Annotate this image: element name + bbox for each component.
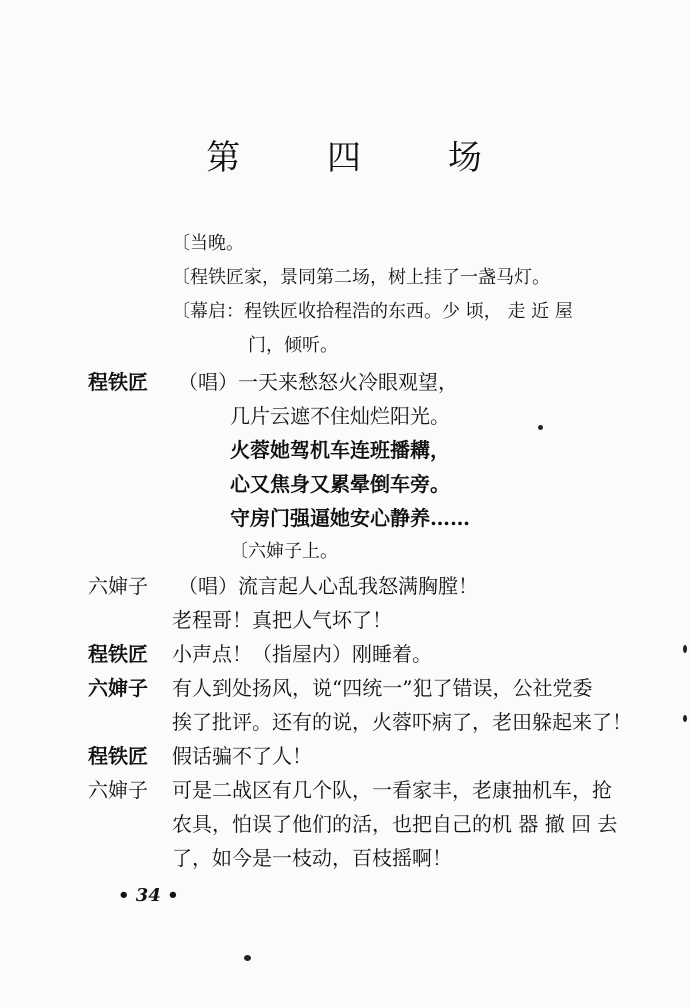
line-2: 几片云遮不住灿烂阳光。 (230, 404, 450, 428)
stage-direction-1: 〔当晚。 (172, 233, 244, 254)
title-char-3: 场 (447, 138, 484, 178)
scan-speck (683, 715, 687, 722)
line-4: 心又焦身又累晕倒车旁。 (230, 472, 450, 496)
speaker-cheng-3: 程铁匠 (88, 744, 148, 768)
line-7: （唱）流言起人心乱我怒满胸膛！ (178, 574, 478, 598)
speaker-liu-3: 六婶子 (88, 778, 148, 802)
speaker-liu-1: 六婶子 (88, 574, 148, 598)
page-number: • 34 • (118, 885, 179, 906)
stage-direction-4: 门，倾听。 (248, 335, 338, 356)
line-5: 守房门强逼她安心静养…… (230, 506, 470, 530)
line-12: 假话骗不了人！ (172, 744, 312, 768)
line-9: 小声点！（指屋内）刚睡着。 (172, 642, 432, 666)
line-8: 老程哥！真把人气坏了！ (172, 608, 392, 632)
speaker-liu-2: 六婶子 (88, 676, 148, 700)
scan-speck (244, 955, 251, 961)
stage-direction-3: 〔幕启：程铁匠收拾程浩的东西。少 顷， 走 近 屋 (172, 301, 573, 322)
line-15: 了，如今是一枝动，百枝摇啊！ (172, 846, 452, 870)
title-char-1: 第 (206, 138, 243, 178)
line-10: 有人到处扬风，说“四统一”犯了错误，公社党委 (172, 676, 593, 700)
line-3: 火蓉她驾机车连班播耩， (230, 438, 450, 462)
stage-direction-2: 〔程铁匠家，景同第二场，树上挂了一盏马灯。 (172, 267, 550, 288)
line-13: 可是二战区有几个队，一看家丰，老康抽机车，抢 (172, 778, 612, 802)
line-14: 农具，怕误了他们的活，也把自己的机 器 撤 回 去 (172, 812, 618, 836)
line-11: 挨了批评。还有的说，火蓉吓病了，老田躲起来了！ (172, 710, 632, 734)
scan-speck (538, 425, 543, 430)
speaker-cheng-1: 程铁匠 (88, 370, 148, 394)
line-1: （唱）一天来愁怒火冷眼观望， (178, 370, 458, 394)
speaker-cheng-2: 程铁匠 (88, 642, 148, 666)
line-6-stage: 〔六婶子上。 (230, 541, 338, 562)
scan-speck (683, 645, 687, 653)
title-char-2: 四 (327, 138, 363, 178)
scene-title (0, 130, 690, 179)
